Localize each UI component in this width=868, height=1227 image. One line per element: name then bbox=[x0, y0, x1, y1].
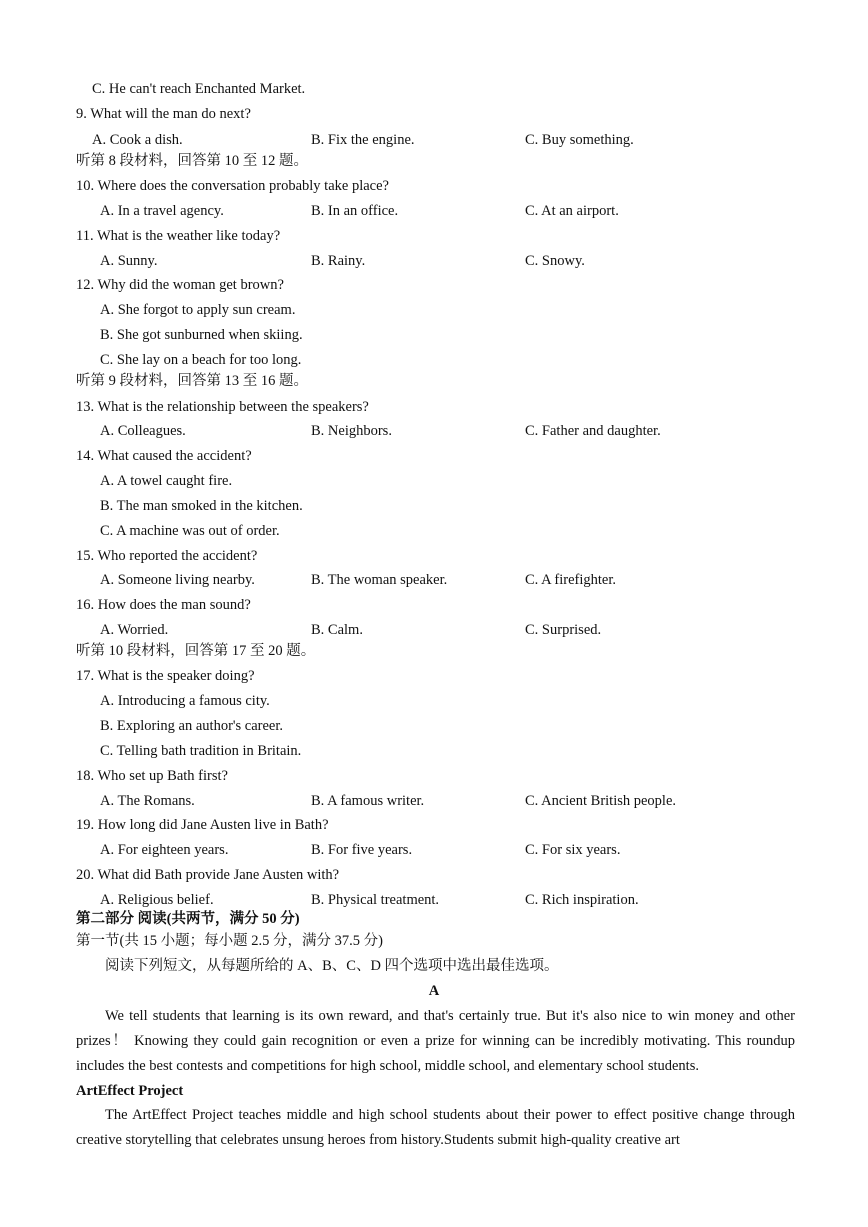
artEffect-paragraph bbox=[76, 1103, 795, 1153]
reading-instruction: 阅读下列短文，从每题所给的 A、B、C、D 四个选项中选出最佳选项。 bbox=[105, 958, 559, 974]
question-12: 12. Why did the woman get brown? bbox=[76, 277, 284, 293]
q10-option-b: B. In an office. bbox=[311, 203, 399, 219]
section-instruction-8: 听第 8 段材料，回答第 10 至 12 题。 bbox=[76, 153, 308, 169]
q9-option-c: C. Buy something. bbox=[525, 132, 634, 148]
question-10: 10. Where does the conversation probably take place? bbox=[76, 178, 389, 194]
q18-option-b: B. A famous writer. bbox=[311, 793, 425, 809]
section-instruction-10: 听第 10 段材料，回答第 17 至 20 题。 bbox=[76, 643, 316, 659]
q14-option-a: A. A towel caught fire. bbox=[100, 473, 233, 489]
artEffect-text: The ArtEffect Project teaches middle and high school students about their power to effect positive change through creative storytelling that celebrates unsung heroes from history.Students submit high-quality creative art bbox=[76, 1107, 795, 1148]
q17-option-a: A. Introducing a famous city. bbox=[100, 693, 270, 709]
question-13: 13. What is the relationship between the speakers? bbox=[76, 399, 369, 415]
q11-option-c: C. Snowy. bbox=[525, 253, 585, 269]
q19-option-c: C. For six years. bbox=[525, 842, 621, 858]
q14-option-c: C. A machine was out of order. bbox=[100, 523, 280, 539]
passage-label: A bbox=[428, 983, 440, 999]
q19-option-a: A. For eighteen years. bbox=[100, 842, 229, 858]
q11-option-b: B. Rainy. bbox=[311, 253, 366, 269]
q12-option-b: B. She got sunburned when skiing. bbox=[100, 327, 303, 343]
question-15: 15. Who reported the accident? bbox=[76, 548, 258, 564]
question-18: 18. Who set up Bath first? bbox=[76, 768, 228, 784]
q16-option-b: B. Calm. bbox=[311, 622, 363, 638]
part-two-heading: 第二部分 阅读(共两节，满分 50 分) bbox=[76, 911, 300, 927]
q16-option-a: A. Worried. bbox=[100, 622, 169, 638]
q10-option-c: C. At an airport. bbox=[525, 203, 619, 219]
q18-option-c: C. Ancient British people. bbox=[525, 793, 677, 809]
q16-option-c: C. Surprised. bbox=[525, 622, 602, 638]
question-19: 19. How long did Jane Austen live in Bath? bbox=[76, 817, 329, 833]
q8-option-c: C. He can't reach Enchanted Market. bbox=[92, 81, 306, 97]
q18-option-a: A. The Romans. bbox=[100, 793, 195, 809]
section-one-heading: 第一节(共 15 小题；每小题 2.5 分，满分 37.5 分) bbox=[76, 933, 383, 949]
q12-option-c: C. She lay on a beach for too long. bbox=[100, 352, 302, 368]
q12-option-a: A. She forgot to apply sun cream. bbox=[100, 302, 296, 318]
q13-option-b: B. Neighbors. bbox=[311, 423, 392, 439]
q17-option-b: B. Exploring an author's career. bbox=[100, 718, 283, 734]
q13-option-c: C. Father and daughter. bbox=[525, 423, 661, 439]
question-11: 11. What is the weather like today? bbox=[76, 228, 281, 244]
q9-option-b: B. Fix the engine. bbox=[311, 132, 415, 148]
question-17: 17. What is the speaker doing? bbox=[76, 668, 255, 684]
passage-intro bbox=[76, 1004, 795, 1079]
question-9: 9. What will the man do next? bbox=[76, 106, 251, 122]
q19-option-b: B. For five years. bbox=[311, 842, 413, 858]
section-instruction-9: 听第 9 段材料，回答第 13 至 16 题。 bbox=[76, 373, 308, 389]
q10-option-a: A. In a travel agency. bbox=[100, 203, 224, 219]
q20-option-c: C. Rich inspiration. bbox=[525, 892, 639, 908]
q17-option-c: C. Telling bath tradition in Britain. bbox=[100, 743, 302, 759]
question-20: 20. What did Bath provide Jane Austen with? bbox=[76, 867, 340, 883]
passage-intro-text: We tell students that learning is its own reward, and that's certainly true. But it's also nice to win money and other prizes！ Knowing they could gain recognition or even a prize for winning can be incredibly motivating. This roundup includes the best contests and competitions for high school, middle school, and elementary school students. bbox=[76, 1008, 795, 1074]
q11-option-a: A. Sunny. bbox=[100, 253, 158, 269]
question-16: 16. How does the man sound? bbox=[76, 597, 251, 613]
q14-option-b: B. The man smoked in the kitchen. bbox=[100, 498, 303, 514]
q15-option-b: B. The woman speaker. bbox=[311, 572, 448, 588]
q20-option-a: A. Religious belief. bbox=[100, 892, 214, 908]
q9-option-a: A. Cook a dish. bbox=[92, 132, 183, 148]
artEffect-heading: ArtEffect Project bbox=[76, 1083, 184, 1099]
q15-option-a: A. Someone living nearby. bbox=[100, 572, 255, 588]
q20-option-b: B. Physical treatment. bbox=[311, 892, 440, 908]
q15-option-c: C. A firefighter. bbox=[525, 572, 617, 588]
question-14: 14. What caused the accident? bbox=[76, 448, 252, 464]
q13-option-a: A. Colleagues. bbox=[100, 423, 186, 439]
